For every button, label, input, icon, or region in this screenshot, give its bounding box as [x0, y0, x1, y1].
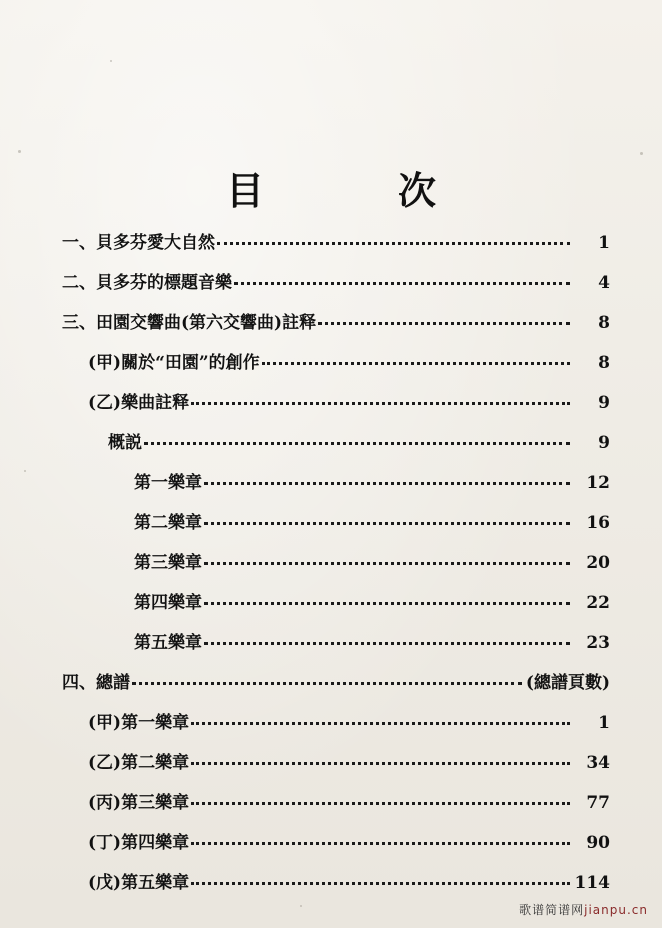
- toc-entry-page: 4: [598, 273, 610, 293]
- toc-entry-page: 12: [586, 473, 610, 493]
- toc-entry-label: 三、田園交響曲(第六交響曲)註释: [62, 313, 317, 333]
- toc-entry-page: 16: [586, 513, 610, 533]
- paper-speckle: [110, 60, 112, 62]
- toc-entry-label: (丙)第三樂章: [88, 793, 190, 813]
- toc-entry-page: 22: [586, 593, 610, 613]
- watermark-domain-text: jianpu.cn: [584, 903, 648, 917]
- toc-entry[interactable]: [62, 828, 610, 868]
- watermark-chinese-text: 歌谱简谱网: [519, 903, 585, 917]
- toc-entry[interactable]: [62, 348, 610, 388]
- toc-leader-dots: [204, 602, 570, 605]
- toc-leader-dots: [217, 242, 570, 245]
- toc-entry-label: (甲)關於“田園”的創作: [88, 353, 260, 373]
- toc-entry-label: 概説: [108, 433, 142, 453]
- toc-leader-dots: [132, 682, 522, 685]
- toc-entry-label: 第二樂章: [134, 513, 202, 533]
- toc-entry[interactable]: [62, 428, 610, 468]
- toc-leader-dots: [204, 562, 570, 565]
- toc-leader-dots: [191, 882, 570, 885]
- toc-entry[interactable]: [62, 748, 610, 788]
- toc-entry[interactable]: [62, 788, 610, 828]
- toc-entry[interactable]: [62, 588, 610, 628]
- toc-leader-dots: [191, 722, 570, 725]
- toc-entry[interactable]: [62, 268, 610, 308]
- toc-entry-label: 第三樂章: [134, 553, 202, 573]
- toc-leader-dots: [191, 762, 570, 765]
- toc-entry[interactable]: [62, 548, 610, 588]
- toc-leader-dots: [262, 362, 570, 365]
- toc-entry-label: 第四樂章: [134, 593, 202, 613]
- toc-entry[interactable]: [62, 668, 610, 708]
- paper-speckle: [640, 152, 643, 155]
- toc-leader-dots: [234, 282, 570, 285]
- toc-entry[interactable]: [62, 468, 610, 508]
- toc-entry[interactable]: [62, 308, 610, 348]
- toc-entry[interactable]: [62, 388, 610, 428]
- toc-entry-page: 20: [586, 553, 610, 573]
- toc-entry-label: 二、貝多芬的標題音樂: [62, 273, 232, 293]
- toc-leader-dots: [144, 442, 570, 445]
- toc-entry-label: (丁)第四樂章: [88, 833, 190, 853]
- toc-entry[interactable]: [62, 708, 610, 748]
- toc-entry-page: 1: [598, 713, 610, 733]
- paper-speckle: [24, 470, 26, 472]
- toc-entry-label: (戊)第五樂章: [88, 873, 190, 893]
- toc-entry-page: 114: [574, 873, 610, 893]
- toc-entry-page: 8: [598, 313, 610, 333]
- toc-leader-dots: [318, 322, 570, 325]
- toc-entry-label: (甲)第一樂章: [88, 713, 190, 733]
- toc-leader-dots: [191, 802, 570, 805]
- paper-speckle: [18, 150, 21, 153]
- toc-entry-page: 23: [586, 633, 610, 653]
- toc-entry-page: 77: [586, 793, 610, 813]
- page-title: 目 次: [225, 168, 484, 213]
- toc-entry-label: 第五樂章: [134, 633, 202, 653]
- toc-entry-page: 34: [586, 753, 610, 773]
- toc-entry-page: 1: [598, 233, 610, 253]
- toc-entry-page: (總譜頁數): [525, 673, 610, 693]
- toc-leader-dots: [191, 402, 570, 405]
- toc-entry-page: 9: [598, 393, 610, 413]
- toc-leader-dots: [204, 482, 570, 485]
- toc-entry[interactable]: [62, 628, 610, 668]
- toc-entry-page: 90: [586, 833, 610, 853]
- toc-leader-dots: [204, 642, 570, 645]
- toc-entry-page: 8: [598, 353, 610, 373]
- toc-entry-label: (乙)第二樂章: [88, 753, 190, 773]
- toc-entry-label: 第一樂章: [134, 473, 202, 493]
- toc-entry-page: 9: [598, 433, 610, 453]
- site-watermark: [519, 901, 648, 918]
- toc-entry-label: 四、總譜: [62, 673, 130, 693]
- toc-leader-dots: [191, 842, 570, 845]
- table-of-contents: [62, 228, 610, 908]
- toc-entry[interactable]: [62, 508, 610, 548]
- toc-leader-dots: [204, 522, 570, 525]
- toc-entry[interactable]: [62, 228, 610, 268]
- toc-entry-label: (乙)樂曲註释: [88, 393, 190, 413]
- toc-entry-label: 一、貝多芬愛大自然: [62, 233, 215, 253]
